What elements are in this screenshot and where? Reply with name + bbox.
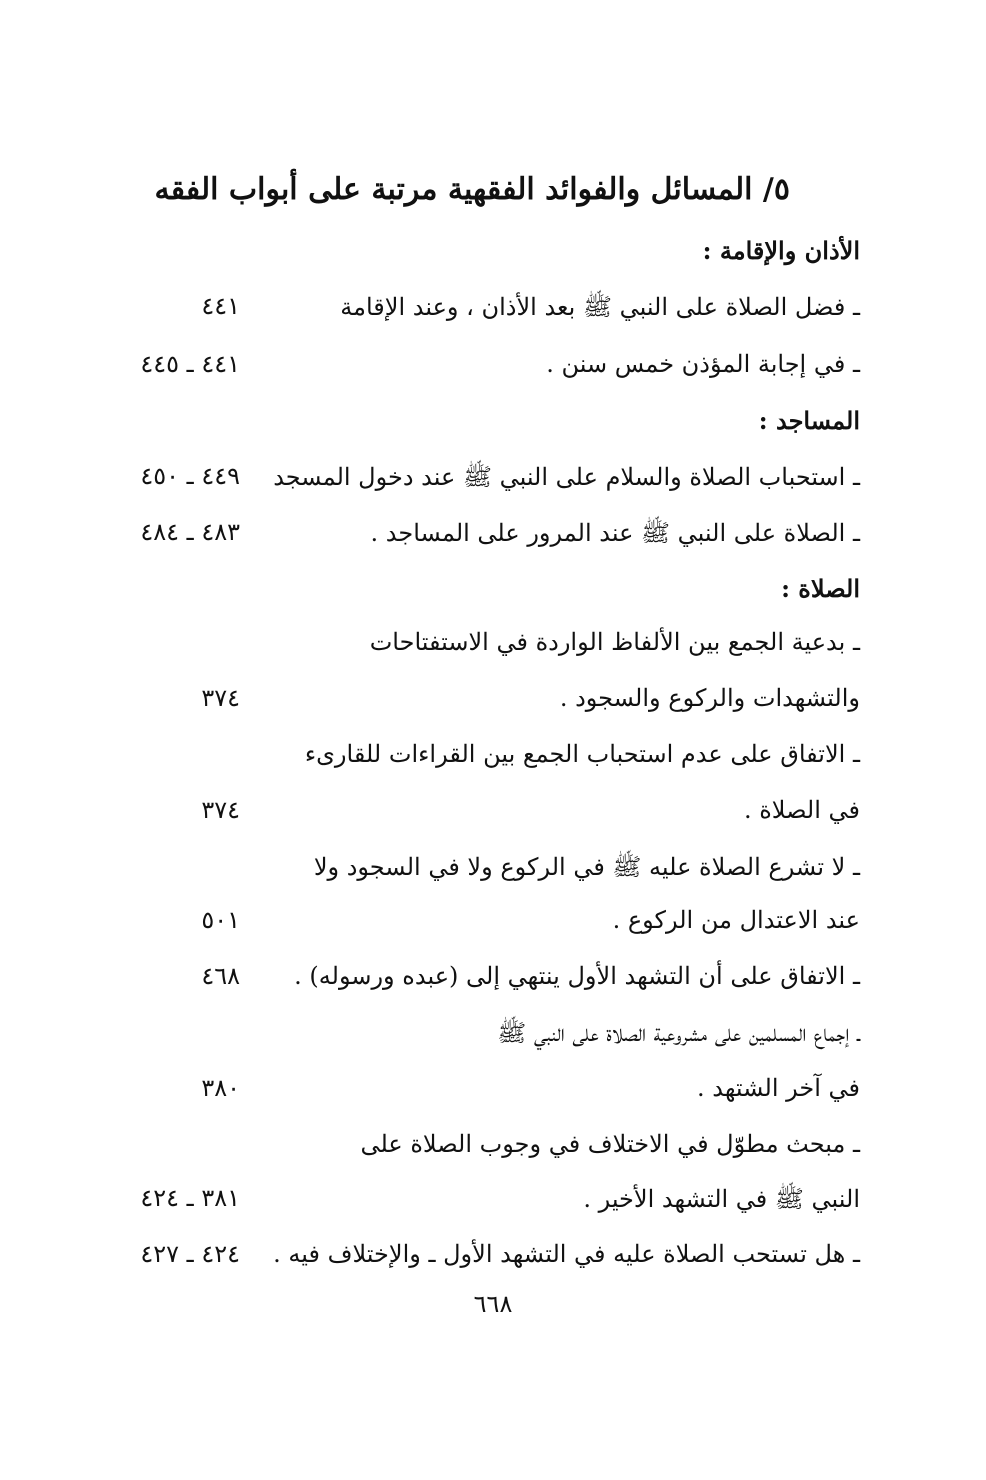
entry-line: ـ الاتفاق على عدم استحباب الجمع بين القراءات للقارىء xyxy=(304,740,860,768)
entry-line: ـ الاتفاق على أن التشهد الأول ينتهي إلى (عبده ورسوله) . xyxy=(294,962,860,990)
entry-pages: ٣٧٤ xyxy=(201,796,240,824)
entry-pages: ٣٨١ ـ ٤٢٤ xyxy=(140,1184,240,1212)
entry-line: ـ في إجابة المؤذن خمس سنن . xyxy=(546,350,860,378)
heading-salah: الصلاة : xyxy=(781,574,860,603)
entry-line: ـ إجماع المسلمين على مشروعية الصلاة على النبي ﷺ xyxy=(497,1019,860,1047)
entry-pages: ٤٦٨ xyxy=(201,962,240,990)
section-title: ٥/ المسائل والفوائد الفقهية مرتبة على أبواب الفقه xyxy=(154,172,790,207)
entry-line: ـ استحباب الصلاة والسلام على النبي ﷺ عند دخول المسجد xyxy=(273,463,860,491)
heading-masajid: المساجد : xyxy=(758,406,860,435)
entry-pages: ٤٤١ xyxy=(201,292,240,320)
page-number: ٦٦٨ xyxy=(473,1290,513,1318)
entry-line: ـ لا تشرع الصلاة عليه ﷺ في الركوع ولا في السجود ولا xyxy=(313,853,860,881)
entry-pages: ٤٤٩ ـ ٤٥٠ xyxy=(140,462,240,490)
heading-adhan: الأذان والإقامة : xyxy=(702,236,860,265)
entry-line: ـ مبحث مطوّل في الاختلاف في وجوب الصلاة على xyxy=(360,1130,860,1158)
entry-pages: ٣٧٤ xyxy=(201,684,240,712)
entry-line: النبي ﷺ في التشهد الأخير . xyxy=(583,1185,860,1213)
entry-line: والتشهدات والركوع والسجود . xyxy=(559,684,860,712)
entry-line: ـ هل تستحب الصلاة عليه في التشهد الأول ـ والإختلاف فيه . xyxy=(273,1240,860,1268)
entry-line: عند الاعتدال من الركوع . xyxy=(612,906,860,934)
entry-pages: ٣٨٠ xyxy=(201,1074,240,1102)
entry-line: في آخر الشتهد . xyxy=(696,1074,860,1102)
entry-pages: ٤٢٤ ـ ٤٢٧ xyxy=(140,1240,240,1268)
entry-pages: ٤٤١ ـ ٤٤٥ xyxy=(140,350,240,378)
entry-line: ـ فضل الصلاة على النبي ﷺ بعد الأذان ، وعند الإقامة xyxy=(340,293,860,321)
entry-line: في الصلاة . xyxy=(743,796,860,824)
entry-pages: ٤٨٣ ـ ٤٨٤ xyxy=(140,518,240,546)
entry-pages: ٥٠١ xyxy=(201,906,240,934)
entry-line: ـ الصلاة على النبي ﷺ عند المرور على المساجد . xyxy=(370,519,860,547)
entry-line: ـ بدعية الجمع بين الألفاظ الواردة في الاستفتاحات xyxy=(369,628,860,656)
